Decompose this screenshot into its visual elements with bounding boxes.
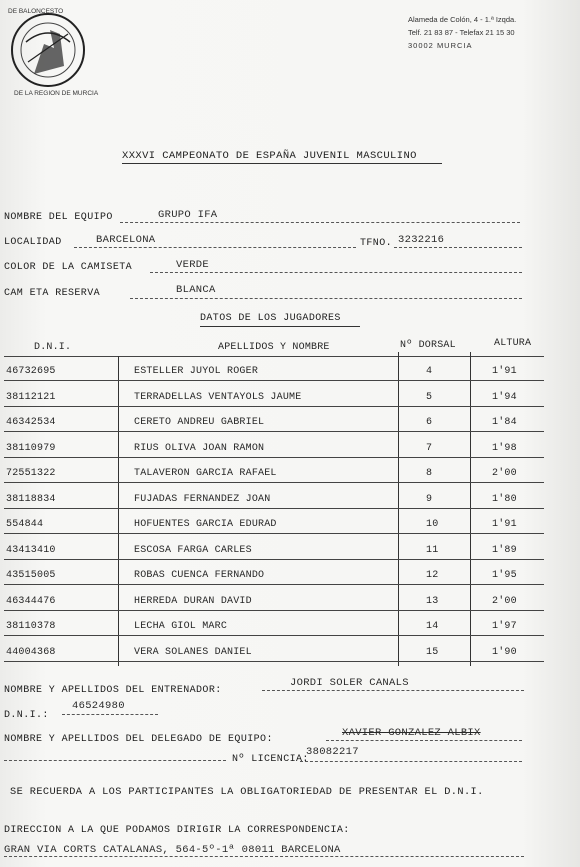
player-altura: 1'91 [492, 366, 517, 377]
license-label: Nº LICENCIA: [232, 754, 309, 765]
table-divider-1 [118, 356, 119, 666]
city-line [74, 247, 356, 248]
reserve-shirt-value: BLANCA [176, 284, 216, 296]
table-row-line [4, 431, 544, 432]
team-name-label: NOMBRE DEL EQUIPO [4, 212, 113, 223]
player-altura: 1'84 [492, 417, 517, 428]
player-dorsal: 11 [426, 544, 439, 556]
shirt-color-line [150, 272, 522, 273]
player-dorsal: 12 [426, 570, 439, 581]
table-divider-3 [470, 352, 471, 666]
table-row-line [4, 533, 544, 534]
player-dni: 38112121 [6, 391, 56, 403]
document-title: XXXVI CAMPEONATO DE ESPAÑA JUVENIL MASCULINO [122, 150, 417, 162]
shirt-color-value: VERDE [176, 259, 210, 271]
player-name: ESTELLER JUYOL ROGER [134, 366, 259, 377]
player-dni: 72551322 [6, 468, 56, 479]
player-name: ESCOSA FARGA CARLES [134, 544, 252, 556]
player-dni: 43515005 [6, 570, 56, 581]
player-name: CERETO ANDREU GABRIEL [134, 417, 265, 428]
shirt-color-label: COLOR DE LA CAMISETA [4, 262, 133, 273]
col-header-altura: ALTURA [494, 338, 532, 349]
logo-text-bottom: DE LA REGION DE MURCIA [14, 90, 99, 97]
player-name: FUJADAS FERNANDEZ JOAN [134, 493, 271, 505]
address-line-2: Telf. 21 83 87 - Telefax 21 15 30 [408, 28, 515, 37]
title-underline [122, 163, 442, 164]
city-label: LOCALIDAD [4, 237, 62, 248]
table-divider-2 [398, 352, 399, 666]
table-row-line [4, 610, 544, 611]
player-altura: 1'97 [492, 621, 517, 632]
player-name: RIUS OLIVA JOAN RAMON [134, 442, 265, 454]
table-row-line [4, 457, 544, 458]
phone-label: TFNO. [360, 238, 393, 249]
player-dorsal: 8 [426, 468, 433, 479]
table-header-line [4, 356, 544, 357]
player-name: LECHA GIOL MARC [134, 621, 228, 632]
player-dni: 46732695 [6, 366, 56, 377]
player-altura: 1'91 [492, 519, 517, 530]
players-title-underline [200, 326, 360, 327]
players-section-title: DATOS DE LOS JUGADORES [200, 313, 341, 324]
player-dorsal: 7 [426, 442, 433, 454]
player-name: TALAVERON GARCIA RAFAEL [134, 468, 277, 479]
phone-line [394, 247, 522, 248]
coach-value: JORDI SOLER CANALS [290, 677, 409, 689]
player-dorsal: 15 [426, 646, 439, 658]
coach-label: NOMBRE Y APELLIDOS DEL ENTRENADOR: [4, 685, 222, 696]
table-row-line [4, 584, 544, 585]
federation-logo [4, 4, 94, 94]
dni-notice: SE RECUERDA A LOS PARTICIPANTES LA OBLIGATORIEDAD DE PRESENTAR EL D.N.I. [10, 786, 484, 798]
col-header-dni: D.N.I. [34, 342, 72, 353]
player-dni: 554844 [6, 519, 44, 530]
coach-dni-value: 46524980 [72, 700, 125, 712]
player-altura: 1'98 [492, 442, 517, 454]
table-row-line [4, 482, 544, 483]
player-dorsal: 6 [426, 417, 433, 428]
table-row-line [4, 661, 544, 662]
player-dorsal: 4 [426, 366, 433, 377]
license-value: 38082217 [306, 746, 359, 758]
player-altura: 2'00 [492, 595, 517, 607]
coach-dni-label: D.N.I.: [4, 710, 49, 721]
table-row-line [4, 508, 544, 509]
player-dorsal: 10 [426, 519, 439, 530]
reserve-shirt-line [130, 298, 522, 299]
player-dorsal: 5 [426, 391, 433, 403]
delegate-value: XAVIER GONZALEZ ALBIX [342, 727, 481, 739]
player-name: VERA SOLANES DANIEL [134, 646, 252, 658]
player-dorsal: 13 [426, 595, 439, 607]
logo-text-top: DE BALONCESTO [8, 8, 64, 15]
coach-line [262, 690, 524, 691]
player-altura: 1'95 [492, 570, 517, 581]
correspondence-line [4, 856, 524, 857]
reserve-shirt-label: CAM ETA RESERVA [4, 288, 101, 299]
player-name: TERRADELLAS VENTAYOLS JAUME [134, 391, 302, 403]
correspondence-label: DIRECCION A LA QUE PODAMOS DIRIGIR LA CORRESPONDENCIA: [4, 825, 350, 836]
table-row-line [4, 635, 544, 636]
player-altura: 1'80 [492, 493, 517, 505]
coach-dni-line [62, 714, 158, 715]
col-header-dorsal: Nº DORSAL [400, 340, 456, 351]
player-altura: 1'94 [492, 391, 517, 403]
player-dni: 43413410 [6, 544, 56, 556]
player-altura: 2'00 [492, 468, 517, 479]
player-dni: 44004368 [6, 646, 56, 658]
player-dorsal: 14 [426, 621, 439, 632]
player-name: ROBAS CUENCA FERNANDO [134, 570, 265, 581]
team-name-line [120, 222, 520, 223]
phone-value: 3232216 [398, 234, 445, 246]
table-row-line [4, 559, 544, 560]
license-leading-line [4, 760, 226, 761]
player-dni: 46344476 [6, 595, 56, 607]
address-line-1: Alameda de Colón, 4 - 1.ª Izqda. [408, 15, 517, 24]
col-header-name: APELLIDOS Y NOMBRE [218, 342, 330, 353]
player-altura: 1'89 [492, 544, 517, 556]
team-name-value: GRUPO IFA [158, 209, 218, 221]
license-line [300, 761, 522, 762]
player-dni: 38110979 [6, 442, 56, 454]
delegate-label: NOMBRE Y APELLIDOS DEL DELEGADO DE EQUIPO: [4, 734, 273, 745]
table-row-line [4, 380, 544, 381]
delegate-line [326, 740, 522, 741]
player-dni: 38118834 [6, 493, 56, 505]
player-dorsal: 9 [426, 493, 433, 505]
correspondence-value: GRAN VIA CORTS CATALANAS, 564-5º-1ª 08011 BARCELONA [4, 844, 341, 856]
player-name: HERREDA DURAN DAVID [134, 595, 252, 607]
player-altura: 1'90 [492, 646, 517, 658]
player-name: HOFUENTES GARCIA EDURAD [134, 519, 277, 530]
city-value: BARCELONA [96, 234, 156, 246]
table-row-line [4, 406, 544, 407]
player-dni: 46342534 [6, 417, 56, 428]
address-line-3: 30002 MURCIA [408, 41, 473, 50]
player-dni: 38110378 [6, 621, 56, 632]
